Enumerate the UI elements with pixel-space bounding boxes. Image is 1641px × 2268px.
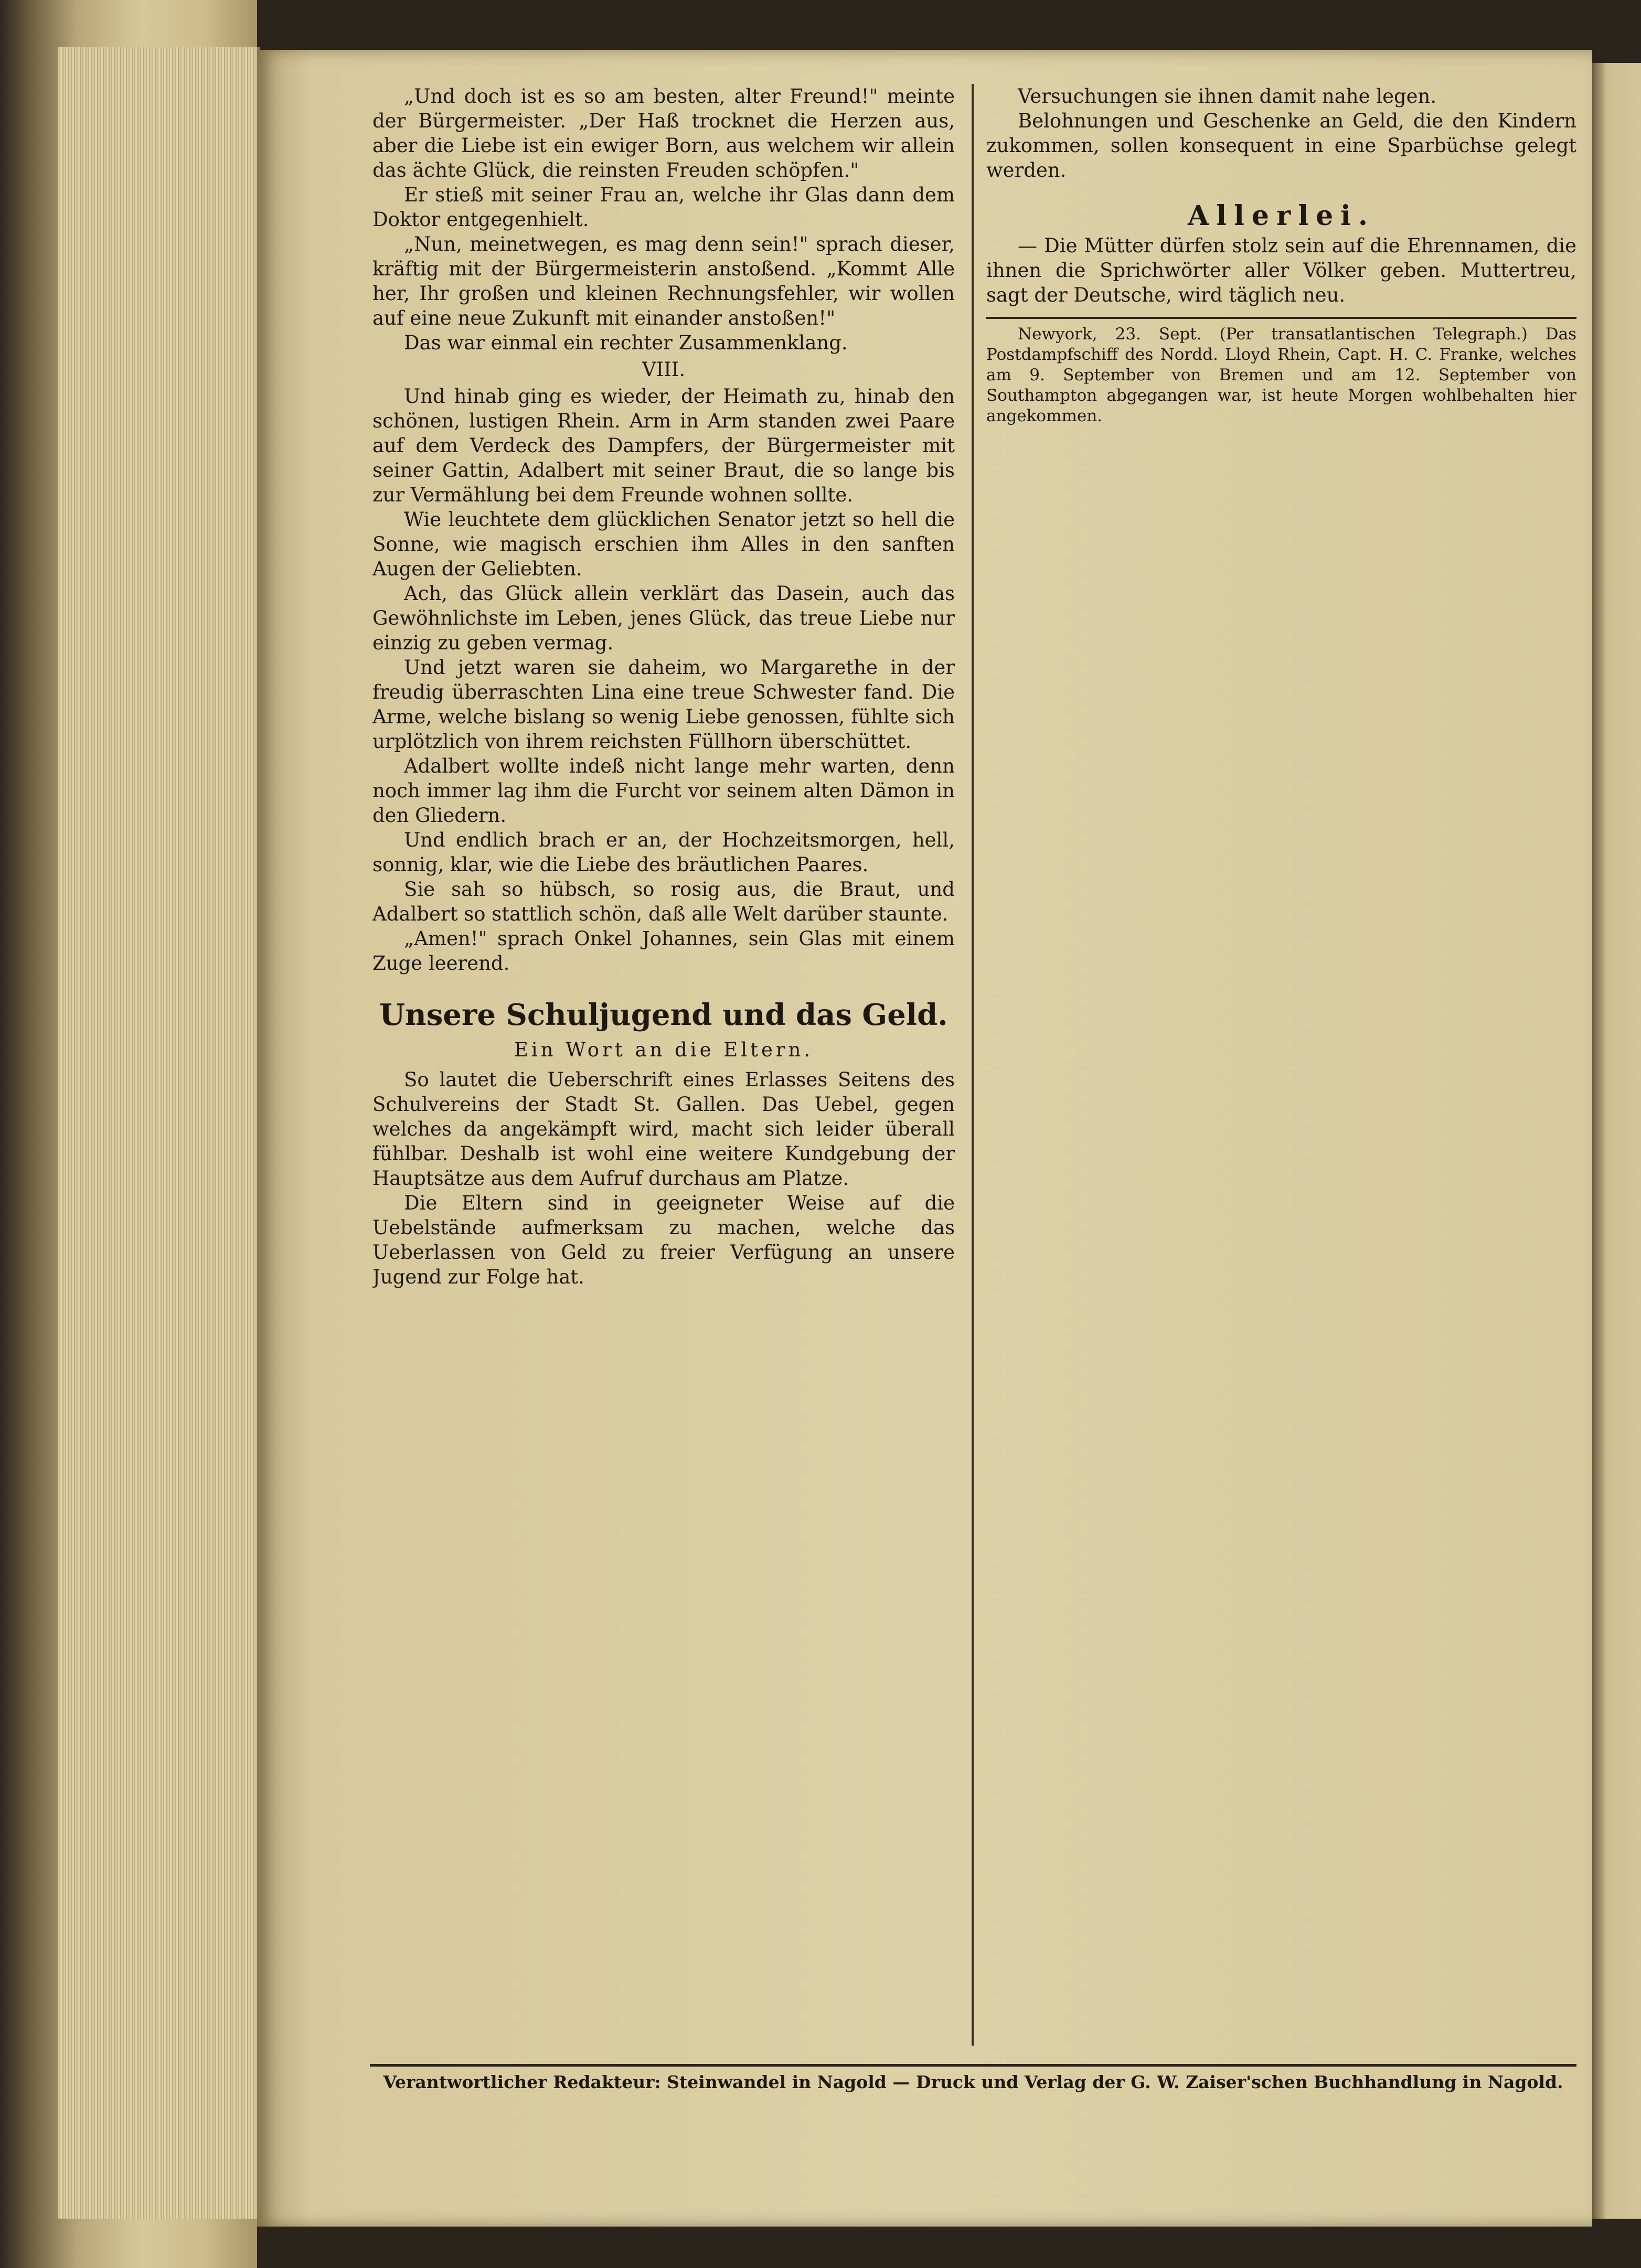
column-divider [972,84,974,2046]
article-paragraph: So lautet die Ueberschrift eines Erlasses Seitens des Schulvereins der Stadt St. Gallen. Das Uebel, gegen welches da angekämpft wird, macht sich leider überall fühlbar. Deshalb ist wohl eine weitere Kundgebung der Hauptsätze aus dem Aufruf durchaus am Platze. [372,1068,955,1190]
page-edges [58,47,260,2219]
story-paragraph: Und endlich brach er an, der Hochzeitsmorgen, hell, sonnig, klar, wie die Liebe des bräutlichen Paares. [372,829,955,876]
section-title: Allerlei. [1187,200,1376,232]
story-paragraph: Das war einmal ein rechter Zusammenklang. [404,331,848,354]
story-paragraph: Er stieß mit seiner Frau an, welche ihr Glas dann dem Doktor entgegenhielt. [372,184,955,231]
right-column [986,84,1576,2046]
story-paragraph: „Nun, meinetwegen, es mag denn sein!" sprach dieser, kräftig mit der Bürgermeisterin anstoßend. „Kommt Alle her, Ihr großen und kleinen Rechnungsfehler, wir wollen auf eine neue Zukunft mit einander anstoßen!" [372,233,955,329]
story-paragraph: Und hinab ging es wieder, der Heimath zu, hinab den schönen, lustigen Rhein. Arm in Arm standen zwei Paare auf dem Verdeck des Dampfers, der Bürgermeister mit seiner Gattin, Adalbert mit seiner Braut, die so lange bis zur Vermählung bei dem Freunde wohnen sollte. [372,385,955,506]
chapter-number: VIII. [642,358,686,381]
story-paragraph: Adalbert wollte indeß nicht lange mehr warten, denn noch immer lag ihm die Furcht vor seinem alten Dämon in den Gliedern. [372,755,955,827]
story-paragraph: Sie sah so hübsch, so rosig aus, die Braut, und Adalbert so stattlich schön, daß alle Welt darüber staunte. [372,878,955,925]
article-paragraph: Die Eltern sind in geeigneter Weise auf die Uebelstände aufmerksam zu machen, welche das Ueberlassen von Geld zu freier Verfügung an unsere Jugend zur Folge hat. [372,1192,955,1288]
article-paragraph: Belohnungen und Geschenke an Geld, die den Kindern zukommen, sollen konsequent in eine Sparbüchse gelegt werden. [986,110,1576,181]
left-column [372,84,955,2046]
telegraph-note: Newyork, 23. Sept. (Per transatlantischen Telegraph.) Das Postdampfschiff des Nordd. Lloyd Rhein, Capt. H. C. Franke, welches am 9. September von Bremen und am 12. September von Southampton abgegangen war, ist heute Morgen wohlbehalten hier angekommen. [986,325,1576,425]
story-paragraph: „Amen!" sprach Onkel Johannes, sein Glas mit einem Zuge leerend. [372,927,955,975]
story-paragraph: „Und doch ist es so am besten, alter Freund!" meinte der Bürgermeister. „Der Haß trocknet die Herzen aus, aber die Liebe ist ein ewiger Born, aus welchem wir allein das ächte Glück, die reinsten Freuden schöpfen." [372,85,955,181]
story-paragraph: Und jetzt waren sie daheim, wo Margarethe in der freudig überraschten Lina eine treue Schwester fand. Die Arme, welche bislang so wenig Liebe genossen, fühlte sich urplötzlich von ihrem reichsten Füllhorn überschüttet. [372,656,955,753]
article-paragraph: Versuchungen sie ihnen damit nahe legen. [1018,85,1437,108]
imprint-footer: Verantwortlicher Redakteur: Steinwandel in Nagold — Druck und Verlag der G. W. Zaiser'schen Buchhandlung in Nagold. [383,2072,1563,2092]
miscellany-paragraph: — Die Mütter dürfen stolz sein auf die Ehrennamen, die ihnen die Sprichwörter aller Völker geben. Muttertreu, sagt der Deutsche, wird täglich neu. [986,234,1576,306]
news-divider [986,317,1576,319]
footer-divider [370,2064,1576,2067]
article-subheadline: Ein Wort an die Eltern. [514,1039,814,1061]
book-page-stack [0,0,257,2268]
story-paragraph: Wie leuchtete dem glücklichen Senator jetzt so hell die Sonne, wie magisch erschien ihm Alles in den sanften Augen der Geliebten. [372,508,955,580]
story-paragraph: Ach, das Glück allein verklärt das Dasein, auch das Gewöhnlichste im Leben, jenes Glück, das treue Liebe nur einzig zu geben vermag. [372,582,955,654]
adjacent-page-edge [1592,63,1641,2219]
article-headline: Unsere Schuljugend und das Geld. [379,998,948,1032]
